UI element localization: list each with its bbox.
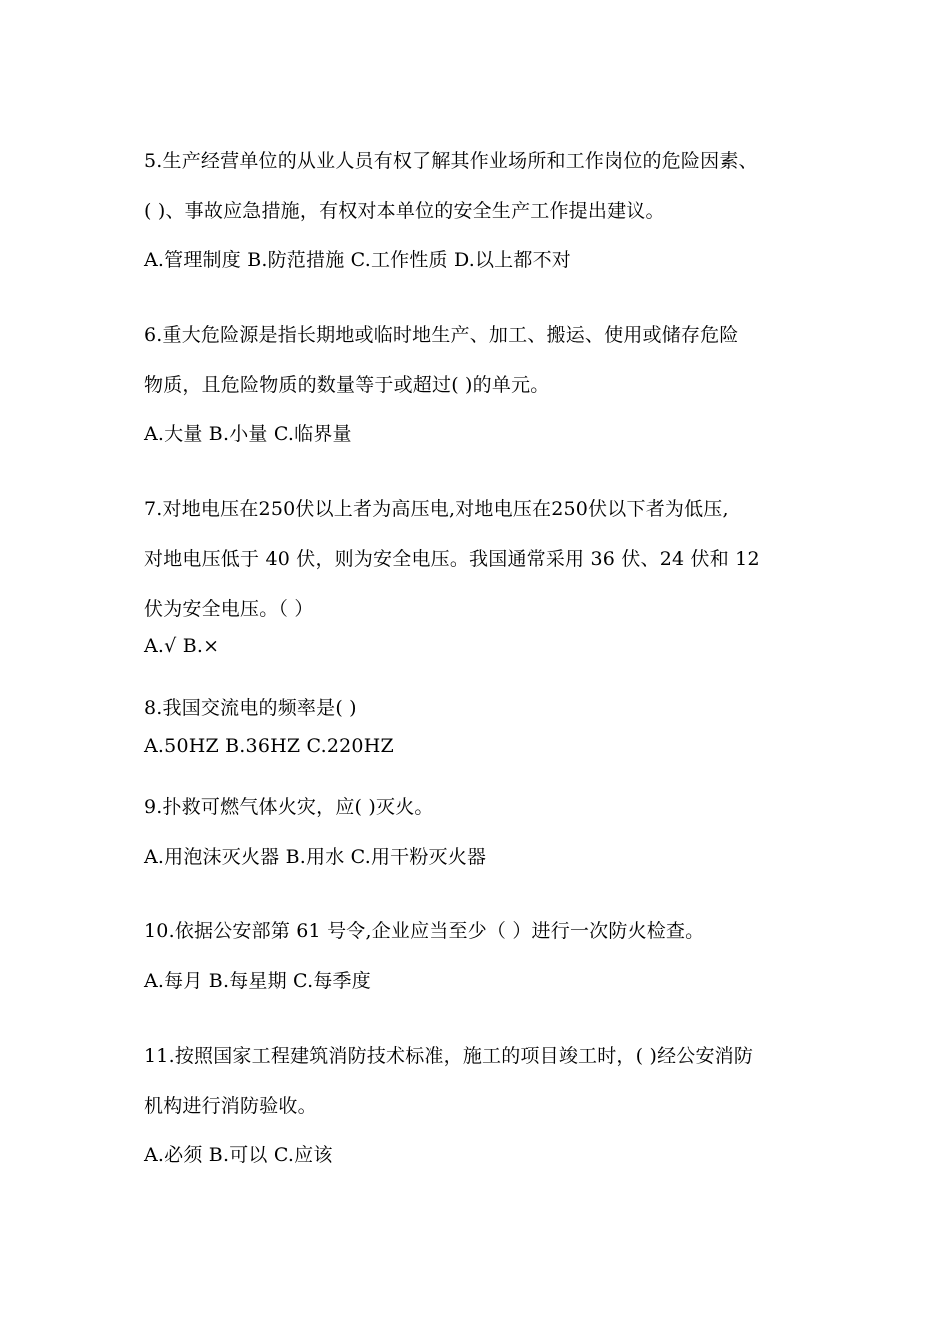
question-6-line-1: 6.重大危险源是指长期地或临时地生产、加工、搬运、使用或储存危险 (144, 324, 739, 346)
question-7-line-3: 伏为安全电压。（ ） (144, 598, 314, 620)
question-9-line-1: 9.扑救可燃气体火灾，应( )灭火。 (144, 796, 434, 818)
question-5-line-1: 5.生产经营单位的从业人员有权了解其作业场所和工作岗位的危险因素、 (144, 150, 758, 172)
question-9-options: A.用泡沫灭火器 B.用水 C.用干粉灭火器 (144, 846, 487, 868)
question-11-options: A.必须 B.可以 C.应该 (144, 1144, 333, 1166)
question-7-line-1: 7.对地电压在250伏以上者为高压电,对地电压在250伏以下者为低压, (144, 498, 729, 520)
question-5-line-2: ( )、事故应急措施，有权对本单位的安全生产工作提出建议。 (144, 200, 665, 222)
question-8-line-1: 8.我国交流电的频率是( ) (144, 697, 357, 719)
question-6-line-2: 物质，且危险物质的数量等于或超过( )的单元。 (144, 374, 550, 396)
question-10-options: A.每月 B.每星期 C.每季度 (144, 970, 371, 992)
question-11-line-1: 11.按照国家工程建筑消防技术标准，施工的项目竣工时，( )经公安消防 (144, 1045, 754, 1067)
question-7-line-2: 对地电压低于 40 伏，则为安全电压。我国通常采用 36 伏、24 伏和 12 (144, 548, 760, 570)
question-10-line-1: 10.依据公安部第 61 号令,企业应当至少（ ）进行一次防火检查。 (144, 920, 705, 942)
question-7-options: A.√ B.× (144, 635, 220, 657)
question-5-options: A.管理制度 B.防范措施 C.工作性质 D.以上都不对 (144, 249, 571, 271)
question-6-options: A.大量 B.小量 C.临界量 (144, 423, 352, 445)
question-11-line-2: 机构进行消防验收。 (144, 1095, 317, 1117)
question-8-options: A.50HZ B.36HZ C.220HZ (144, 735, 394, 757)
